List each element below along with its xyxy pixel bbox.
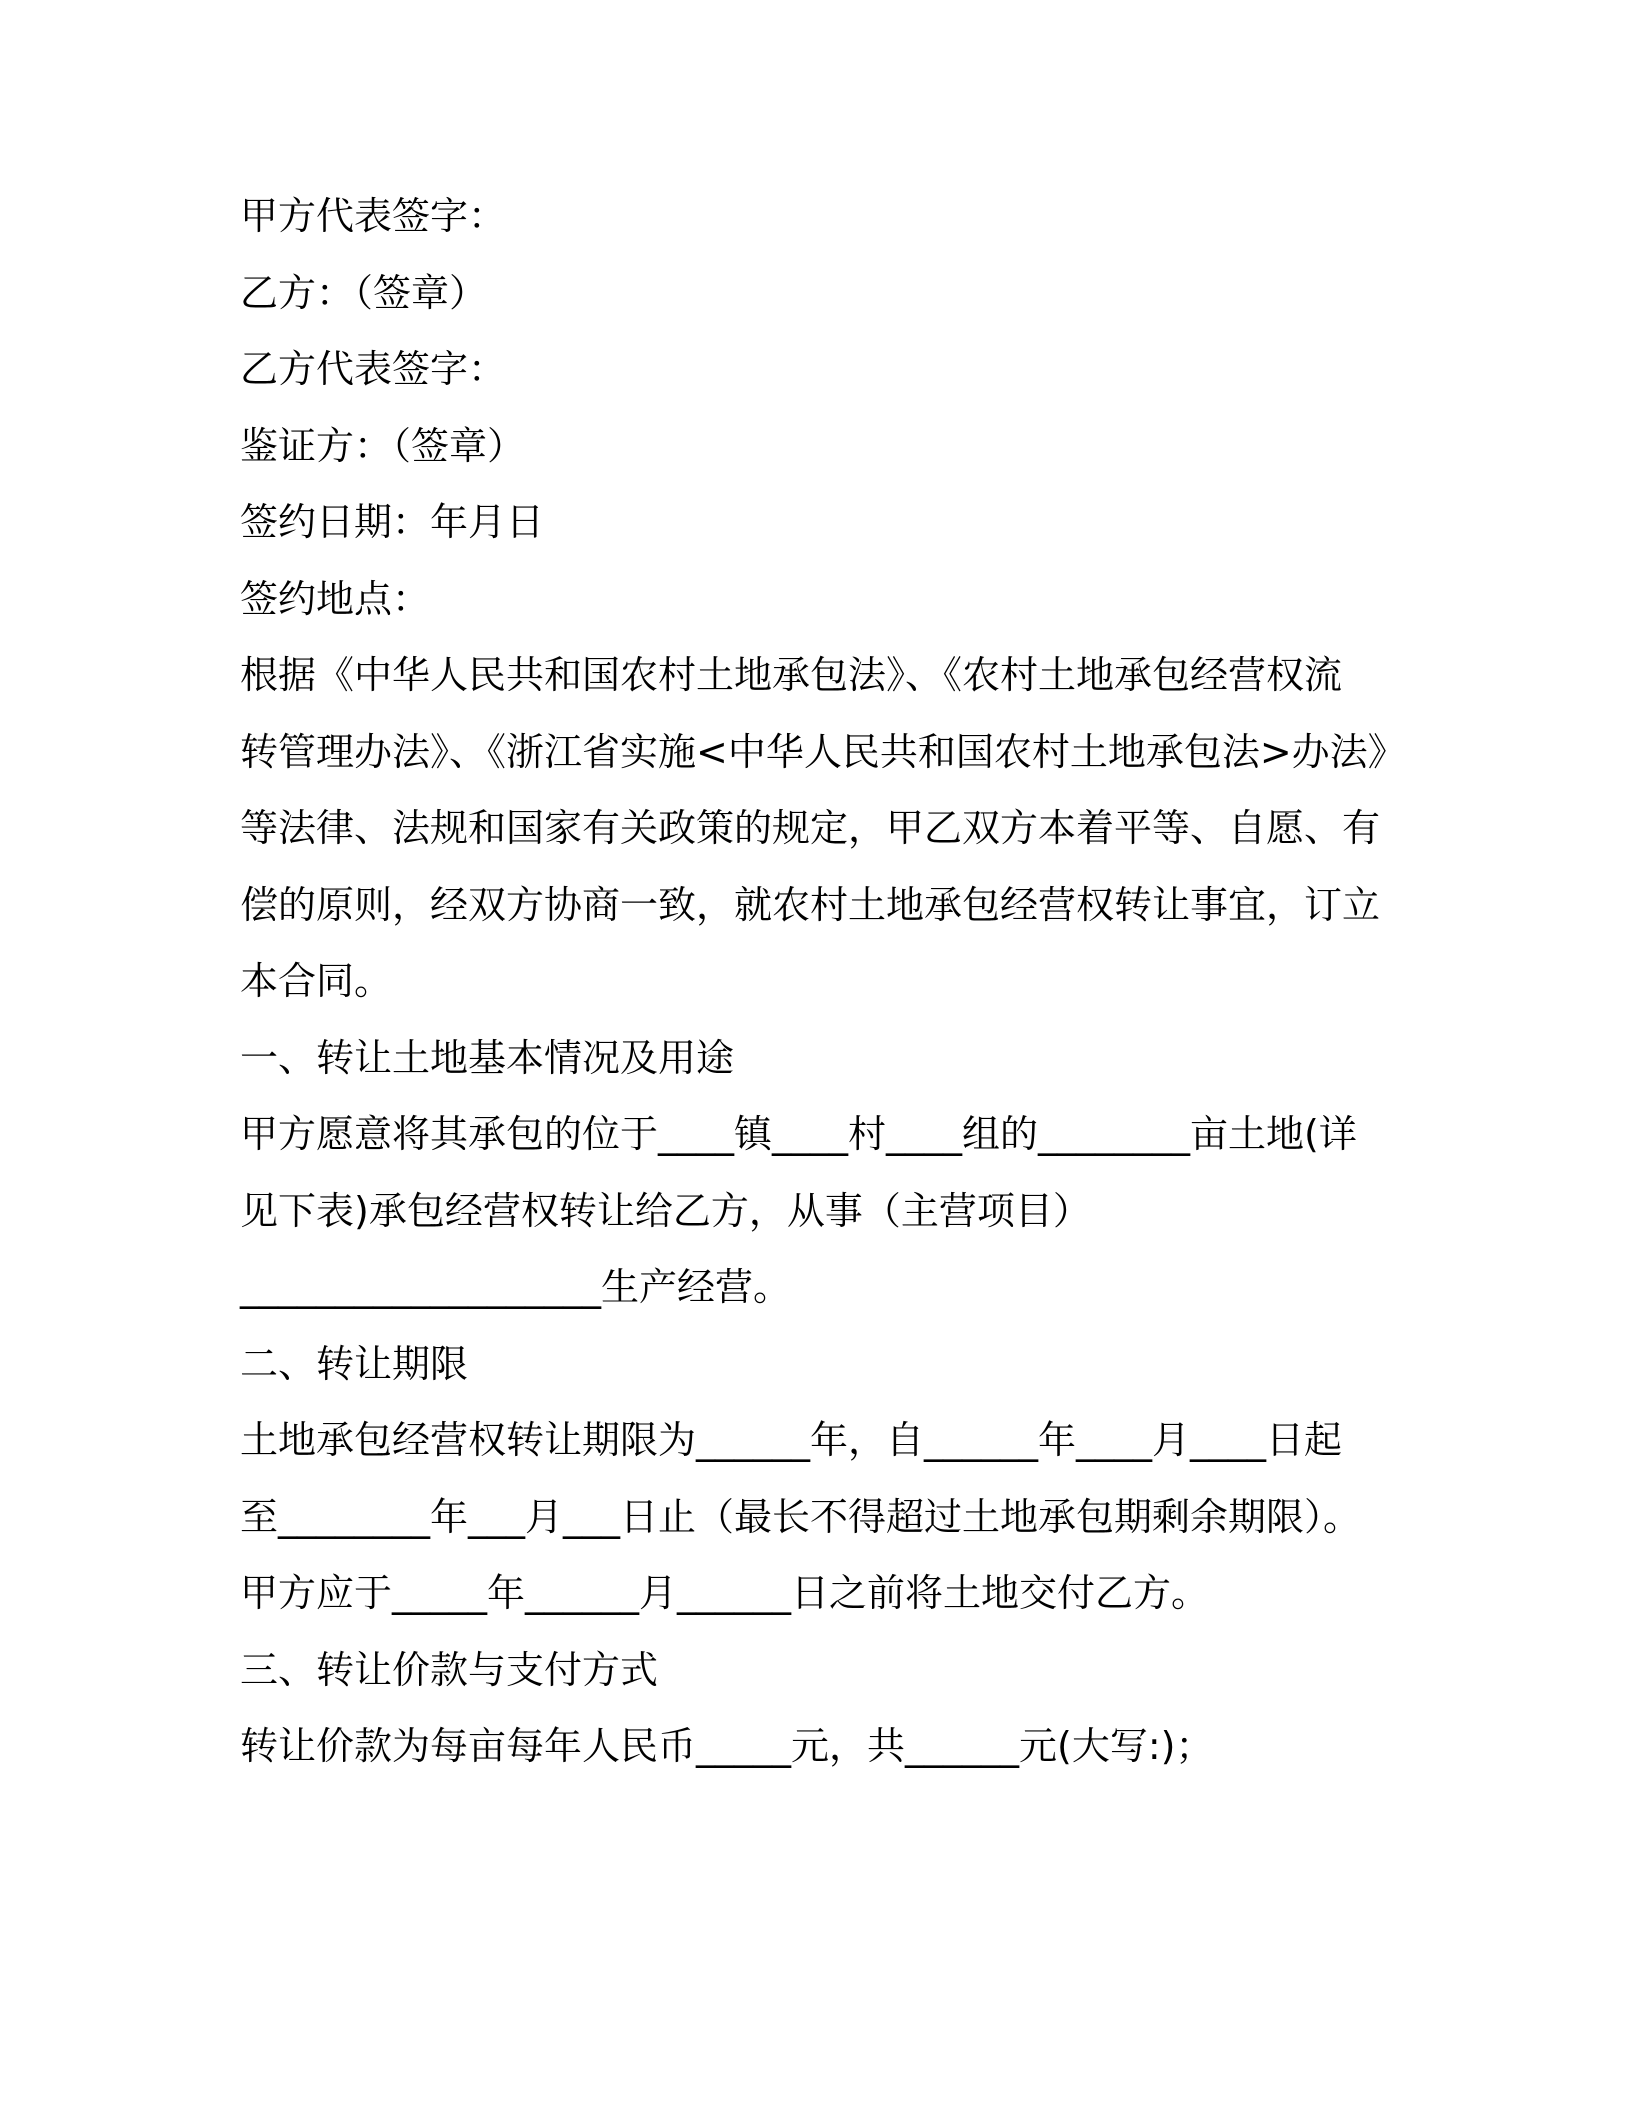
section-1-line: ___________________生产经营。 [240, 1265, 792, 1309]
preamble-line: 根据《中华人民共和国农村土地承包法》、《农村土地承包经营权流 [240, 653, 1343, 697]
section-2-heading: 二、转让期限 [240, 1342, 469, 1386]
signing-date: 签约日期：年月日 [240, 500, 545, 544]
witness-seal: 鉴证方：（签章） [240, 424, 526, 468]
section-2-line: 至________年___月___日止（最长不得超过土地承包期剩余期限）。 [240, 1495, 1362, 1539]
section-3-line: 转让价款为每亩每年人民币_____元，共______元(大写:)； [240, 1724, 1214, 1768]
signing-place: 签约地点： [240, 577, 431, 621]
party-b-seal: 乙方：（签章） [240, 271, 488, 315]
preamble-line: 偿的原则，经双方协商一致，就农村土地承包经营权转让事宜，订立 [240, 883, 1381, 927]
section-1-line: 见下表)承包经营权转让给乙方，从事（主营项目） [240, 1189, 1091, 1233]
preamble-line: 转管理办法》、《浙江省实施<中华人民共和国农村土地承包法>办法》 [240, 730, 1406, 774]
preamble-line: 等法律、法规和国家有关政策的规定，甲乙双方本着平等、自愿、有 [240, 806, 1381, 850]
section-2-line: 甲方应于_____年______月______日之前将土地交付乙方。 [240, 1571, 1210, 1615]
party-a-representative-signature: 甲方代表签字： [240, 194, 507, 238]
section-1-heading: 一、转让土地基本情况及用途 [240, 1036, 735, 1080]
section-2-line: 土地承包经营权转让期限为______年，自______年____月____日起 [240, 1418, 1343, 1462]
preamble-line: 本合同。 [240, 959, 393, 1003]
section-1-line: 甲方愿意将其承包的位于____镇____村____组的________亩土地(详 [240, 1112, 1357, 1156]
party-b-representative-signature: 乙方代表签字： [240, 347, 507, 391]
section-3-heading: 三、转让价款与支付方式 [240, 1648, 659, 1692]
